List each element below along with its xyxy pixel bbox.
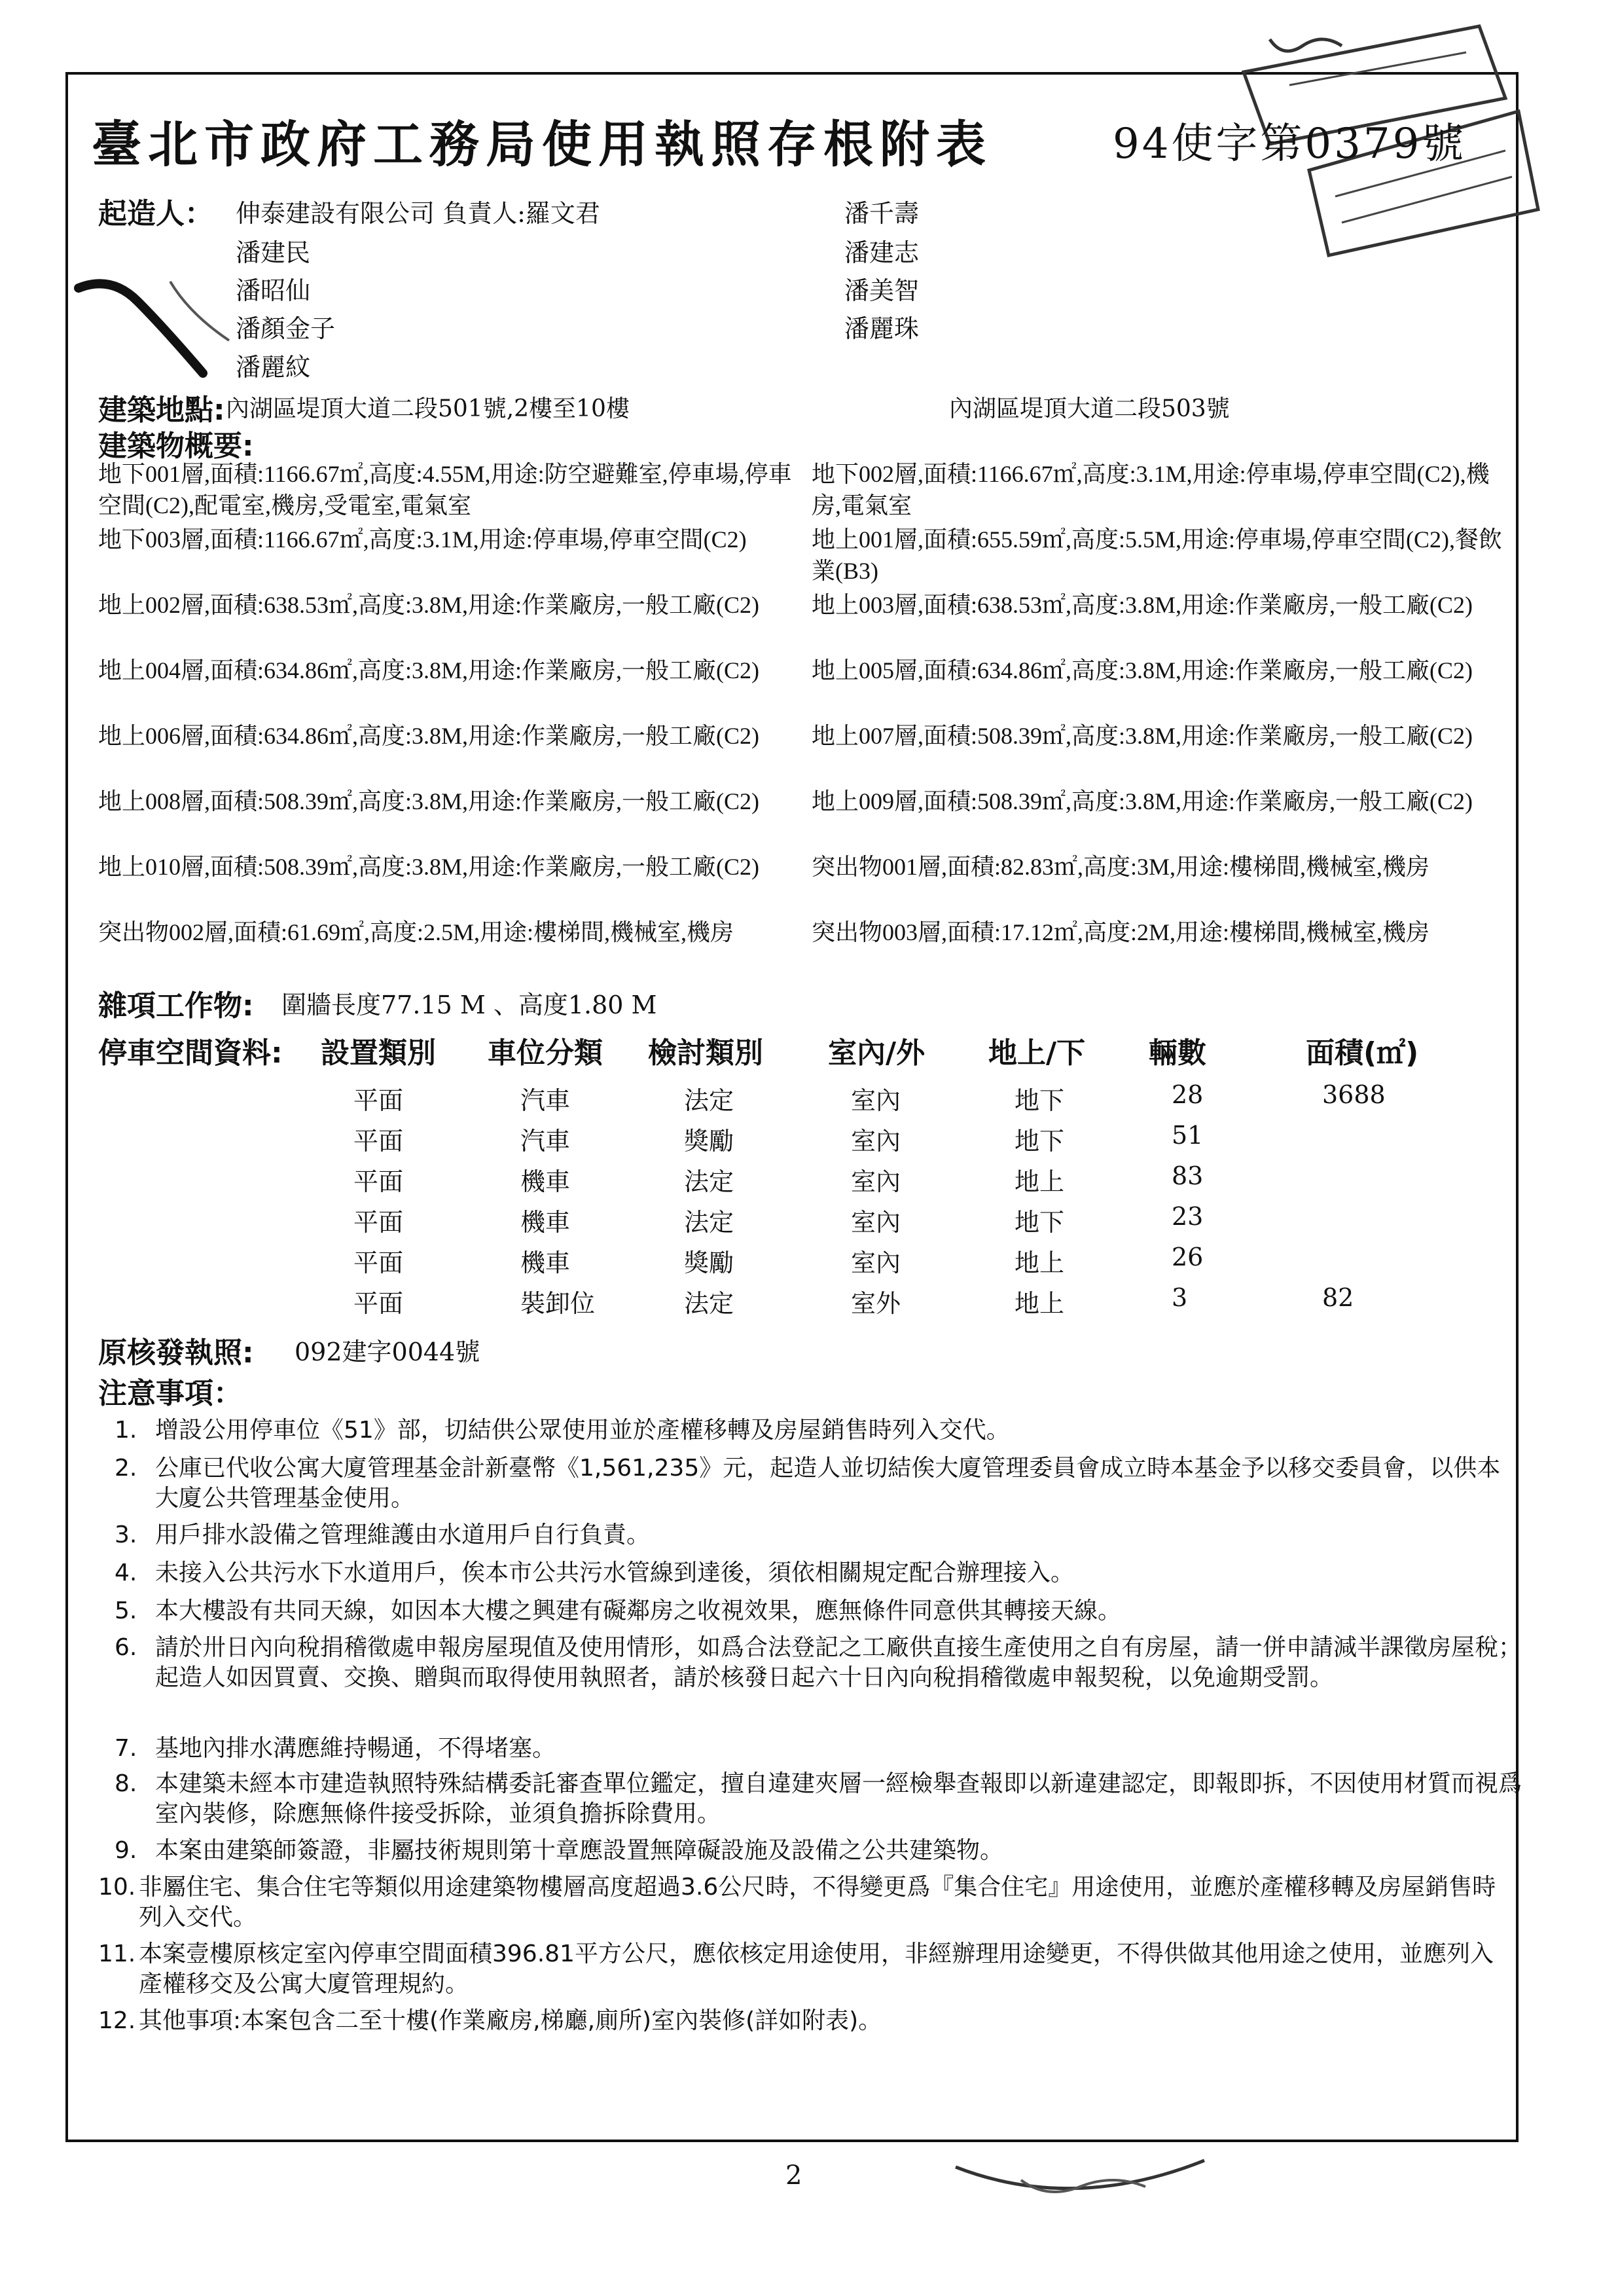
applicant-name: 潘麗珠: [844, 314, 920, 343]
parking-header: 面積(㎡): [1306, 1036, 1419, 1070]
table-cell: 平面: [353, 1248, 404, 1277]
floor-entry: 地上006層,面積:634.86㎡,高度:3.8M,用途:作業廠房,一般工廠(C2): [98, 723, 760, 749]
table-cell: 平面: [353, 1127, 404, 1156]
misc-value: 圍牆長度77.15 M 、高度1.80 M: [281, 991, 657, 1019]
original-permit-value: 092建字0044號: [295, 1338, 480, 1366]
parking-header: 車位分類: [488, 1036, 603, 1070]
note-item: 3. 用戶排水設備之管理維護由水道用戶自行負責。: [115, 1522, 651, 1548]
site-address: 內湖區堤頂大道二段503號: [949, 395, 1230, 422]
parking-header: 室內/外: [828, 1036, 926, 1070]
parking-label: 停車空間資料:: [98, 1036, 283, 1070]
original-permit-label: 原核發執照:: [98, 1336, 254, 1370]
note-item: 8. 本建築未經本市建造執照特殊結構委託審查單位鑑定，擅自違建夾層一經檢舉查報即以新違建認定，即報即拆，不因使用材質而視爲室內裝修，除應無條件接受拆除，並須負擔拆除費用。: [115, 1770, 1522, 1827]
table-cell: 法定: [684, 1208, 734, 1237]
notes-label: 注意事項：: [98, 1377, 242, 1410]
table-cell: 3: [1172, 1283, 1188, 1312]
floor-entry: 地下003層,面積:1166.67㎡,高度:3.1M,用途:停車場,停車空間(C2): [98, 526, 747, 553]
floor-entry: 地上009層,面積:508.39㎡,高度:3.8M,用途:作業廠房,一般工廠(C2): [812, 788, 1473, 814]
applicant-name: 潘建民: [236, 238, 311, 267]
floor-entry: 地上002層,面積:638.53㎡,高度:3.8M,用途:作業廠房,一般工廠(C2): [98, 592, 760, 618]
bottom-stamp: [943, 2141, 1217, 2219]
table-cell: 83: [1172, 1161, 1204, 1190]
table-cell: 28: [1172, 1080, 1204, 1109]
floor-entry: 突出物003層,面積:17.12㎡,高度:2M,用途:樓梯間,機械室,機房: [812, 919, 1430, 945]
note-item: 9. 本案由建築師簽證，非屬技術規則第十章應設置無障礙設施及設備之公共建築物。: [115, 1837, 1004, 1864]
table-cell: 機車: [520, 1208, 571, 1237]
applicant-name: 潘昭仙: [236, 276, 311, 305]
table-cell: 3688: [1322, 1080, 1386, 1109]
site-label: 建築地點:: [98, 393, 225, 427]
table-cell: 23: [1172, 1202, 1204, 1231]
table-cell: 裝卸位: [520, 1289, 596, 1318]
floor-entry: 突出物001層,面積:82.83㎡,高度:3M,用途:樓梯間,機械室,機房: [812, 854, 1430, 880]
note-item: 1. 增設公用停車位《51》部，切結供公眾使用並於產權移轉及房屋銷售時列入交代。: [115, 1417, 1010, 1444]
note-item: 12. 其他事項:本案包含二至十樓(作業廠房,梯廳,廁所)室內裝修(詳如附表)。: [98, 2007, 882, 2034]
page-number: 2: [785, 2160, 802, 2191]
floor-entry: 地下001層,面積:1166.67㎡,高度:4.55M,用途:防空避難室,停車場,停車空間(C2),配電室,機房,受電室,電氣室: [98, 461, 792, 519]
table-cell: 平面: [353, 1208, 404, 1237]
table-cell: 51: [1172, 1121, 1204, 1150]
applicant-name: 潘麗紋: [236, 353, 311, 382]
table-cell: 地上: [1015, 1167, 1065, 1196]
table-cell: 82: [1322, 1283, 1354, 1312]
floor-entry: 地上003層,面積:638.53㎡,高度:3.8M,用途:作業廠房,一般工廠(C2): [812, 592, 1473, 618]
table-cell: 室內: [851, 1167, 901, 1196]
table-cell: 汽車: [520, 1127, 571, 1156]
applicant-label: 起造人：: [98, 197, 213, 230]
floor-entry: 地上010層,面積:508.39㎡,高度:3.8M,用途:作業廠房,一般工廠(C2): [98, 854, 760, 880]
overview-label: 建築物概要:: [98, 429, 254, 463]
table-cell: 獎勵: [684, 1127, 734, 1156]
table-cell: 機車: [520, 1167, 571, 1196]
permit-number: 94使字第0379號: [1113, 120, 1467, 168]
applicant-name: 潘顏金子: [236, 314, 336, 343]
note-item: 10. 非屬住宅、集合住宅等類似用途建築物樓層高度超過3.6公尺時，不得變更爲『集合住宅』用途使用，並應於產權移轉及房屋銷售時列入交代。: [98, 1874, 1496, 1931]
floor-entry: 地上001層,面積:655.59㎡,高度:5.5M,用途:停車場,停車空間(C2),餐飲業(B3): [812, 526, 1503, 584]
applicant-name: 潘建志: [844, 238, 920, 267]
table-cell: 地上: [1015, 1248, 1065, 1277]
floor-entry: 地上004層,面積:634.86㎡,高度:3.8M,用途:作業廠房,一般工廠(C2): [98, 657, 760, 683]
applicant-name: 伸泰建設有限公司 負責人:羅文君: [236, 199, 600, 228]
table-cell: 室內: [851, 1208, 901, 1237]
table-cell: 室內: [851, 1248, 901, 1277]
table-cell: 獎勵: [684, 1248, 734, 1277]
table-cell: 26: [1172, 1243, 1204, 1271]
parking-header: 輛數: [1149, 1036, 1206, 1070]
applicant-name: 潘千壽: [844, 199, 920, 228]
signature-mark: [72, 262, 242, 393]
note-item: 6. 請於卅日內向稅捐稽徵處申報房屋現值及使用情形，如爲合法登記之工廠供直接生產使用之自有房屋，請一併申請減半課徵房屋稅；起造人如因買賣、交換、贈與而取得使用執照者，請於核發日起六十日內向稅捐稽徵處申報契稅，以免逾期受罰。: [115, 1634, 1522, 1691]
note-item: 11. 本案壹樓原核定室內停車空間面積396.81平方公尺，應依核定用途使用，非經辦理用途變更，不得供做其他用途之使用，並應列入產權移交及公寓大廈管理規約。: [98, 1941, 1494, 1997]
table-cell: 平面: [353, 1289, 404, 1318]
site-address: 內湖區堤頂大道二段501號,2樓至10樓: [226, 395, 630, 422]
table-cell: 法定: [684, 1086, 734, 1115]
floor-entry: 突出物002層,面積:61.69㎡,高度:2.5M,用途:樓梯間,機械室,機房: [98, 919, 734, 945]
floor-entry: 地上008層,面積:508.39㎡,高度:3.8M,用途:作業廠房,一般工廠(C2): [98, 788, 760, 814]
note-item: 5. 本大樓設有共同天線，如因本大樓之興建有礙鄰房之收視效果，應無條件同意供其轉接天線。: [115, 1597, 1122, 1624]
floor-entry: 地下002層,面積:1166.67㎡,高度:3.1M,用途:停車場,停車空間(C2),機房,電氣室: [812, 461, 1490, 519]
parking-header: 設置類別: [321, 1036, 436, 1070]
applicant-name: 潘美智: [844, 276, 920, 305]
table-cell: 平面: [353, 1167, 404, 1196]
table-cell: 機車: [520, 1248, 571, 1277]
table-cell: 地下: [1015, 1208, 1065, 1237]
parking-header: 地上/下: [988, 1036, 1086, 1070]
table-cell: 法定: [684, 1289, 734, 1318]
table-cell: 室內: [851, 1127, 901, 1156]
note-item: 2. 公庫已代收公寓大廈管理基金計新臺幣《1,561,235》元，起造人並切結俟大廈管理委員會成立時本基金予以移交委員會，以供本大廈公共管理基金使用。: [115, 1455, 1501, 1512]
table-cell: 汽車: [520, 1086, 571, 1115]
table-cell: 室外: [851, 1289, 901, 1318]
table-cell: 室內: [851, 1086, 901, 1115]
table-cell: 地下: [1015, 1086, 1065, 1115]
table-cell: 法定: [684, 1167, 734, 1196]
table-cell: 平面: [353, 1086, 404, 1115]
floor-entry: 地上007層,面積:508.39㎡,高度:3.8M,用途:作業廠房,一般工廠(C2): [812, 723, 1473, 749]
table-cell: 地下: [1015, 1127, 1065, 1156]
parking-header: 檢討類別: [648, 1036, 763, 1070]
misc-label: 雜項工作物:: [98, 989, 254, 1023]
table-cell: 地上: [1015, 1289, 1065, 1318]
note-item: 4. 未接入公共污水下水道用戶，俟本市公共污水管線到達後，須依相關規定配合辦理接入。: [115, 1559, 1075, 1586]
floor-entry: 地上005層,面積:634.86㎡,高度:3.8M,用途:作業廠房,一般工廠(C2): [812, 657, 1473, 683]
note-item: 7. 基地內排水溝應維持暢通，不得堵塞。: [115, 1735, 556, 1762]
document-title: 臺北市政府工務局使用執照存根附表: [92, 115, 992, 173]
